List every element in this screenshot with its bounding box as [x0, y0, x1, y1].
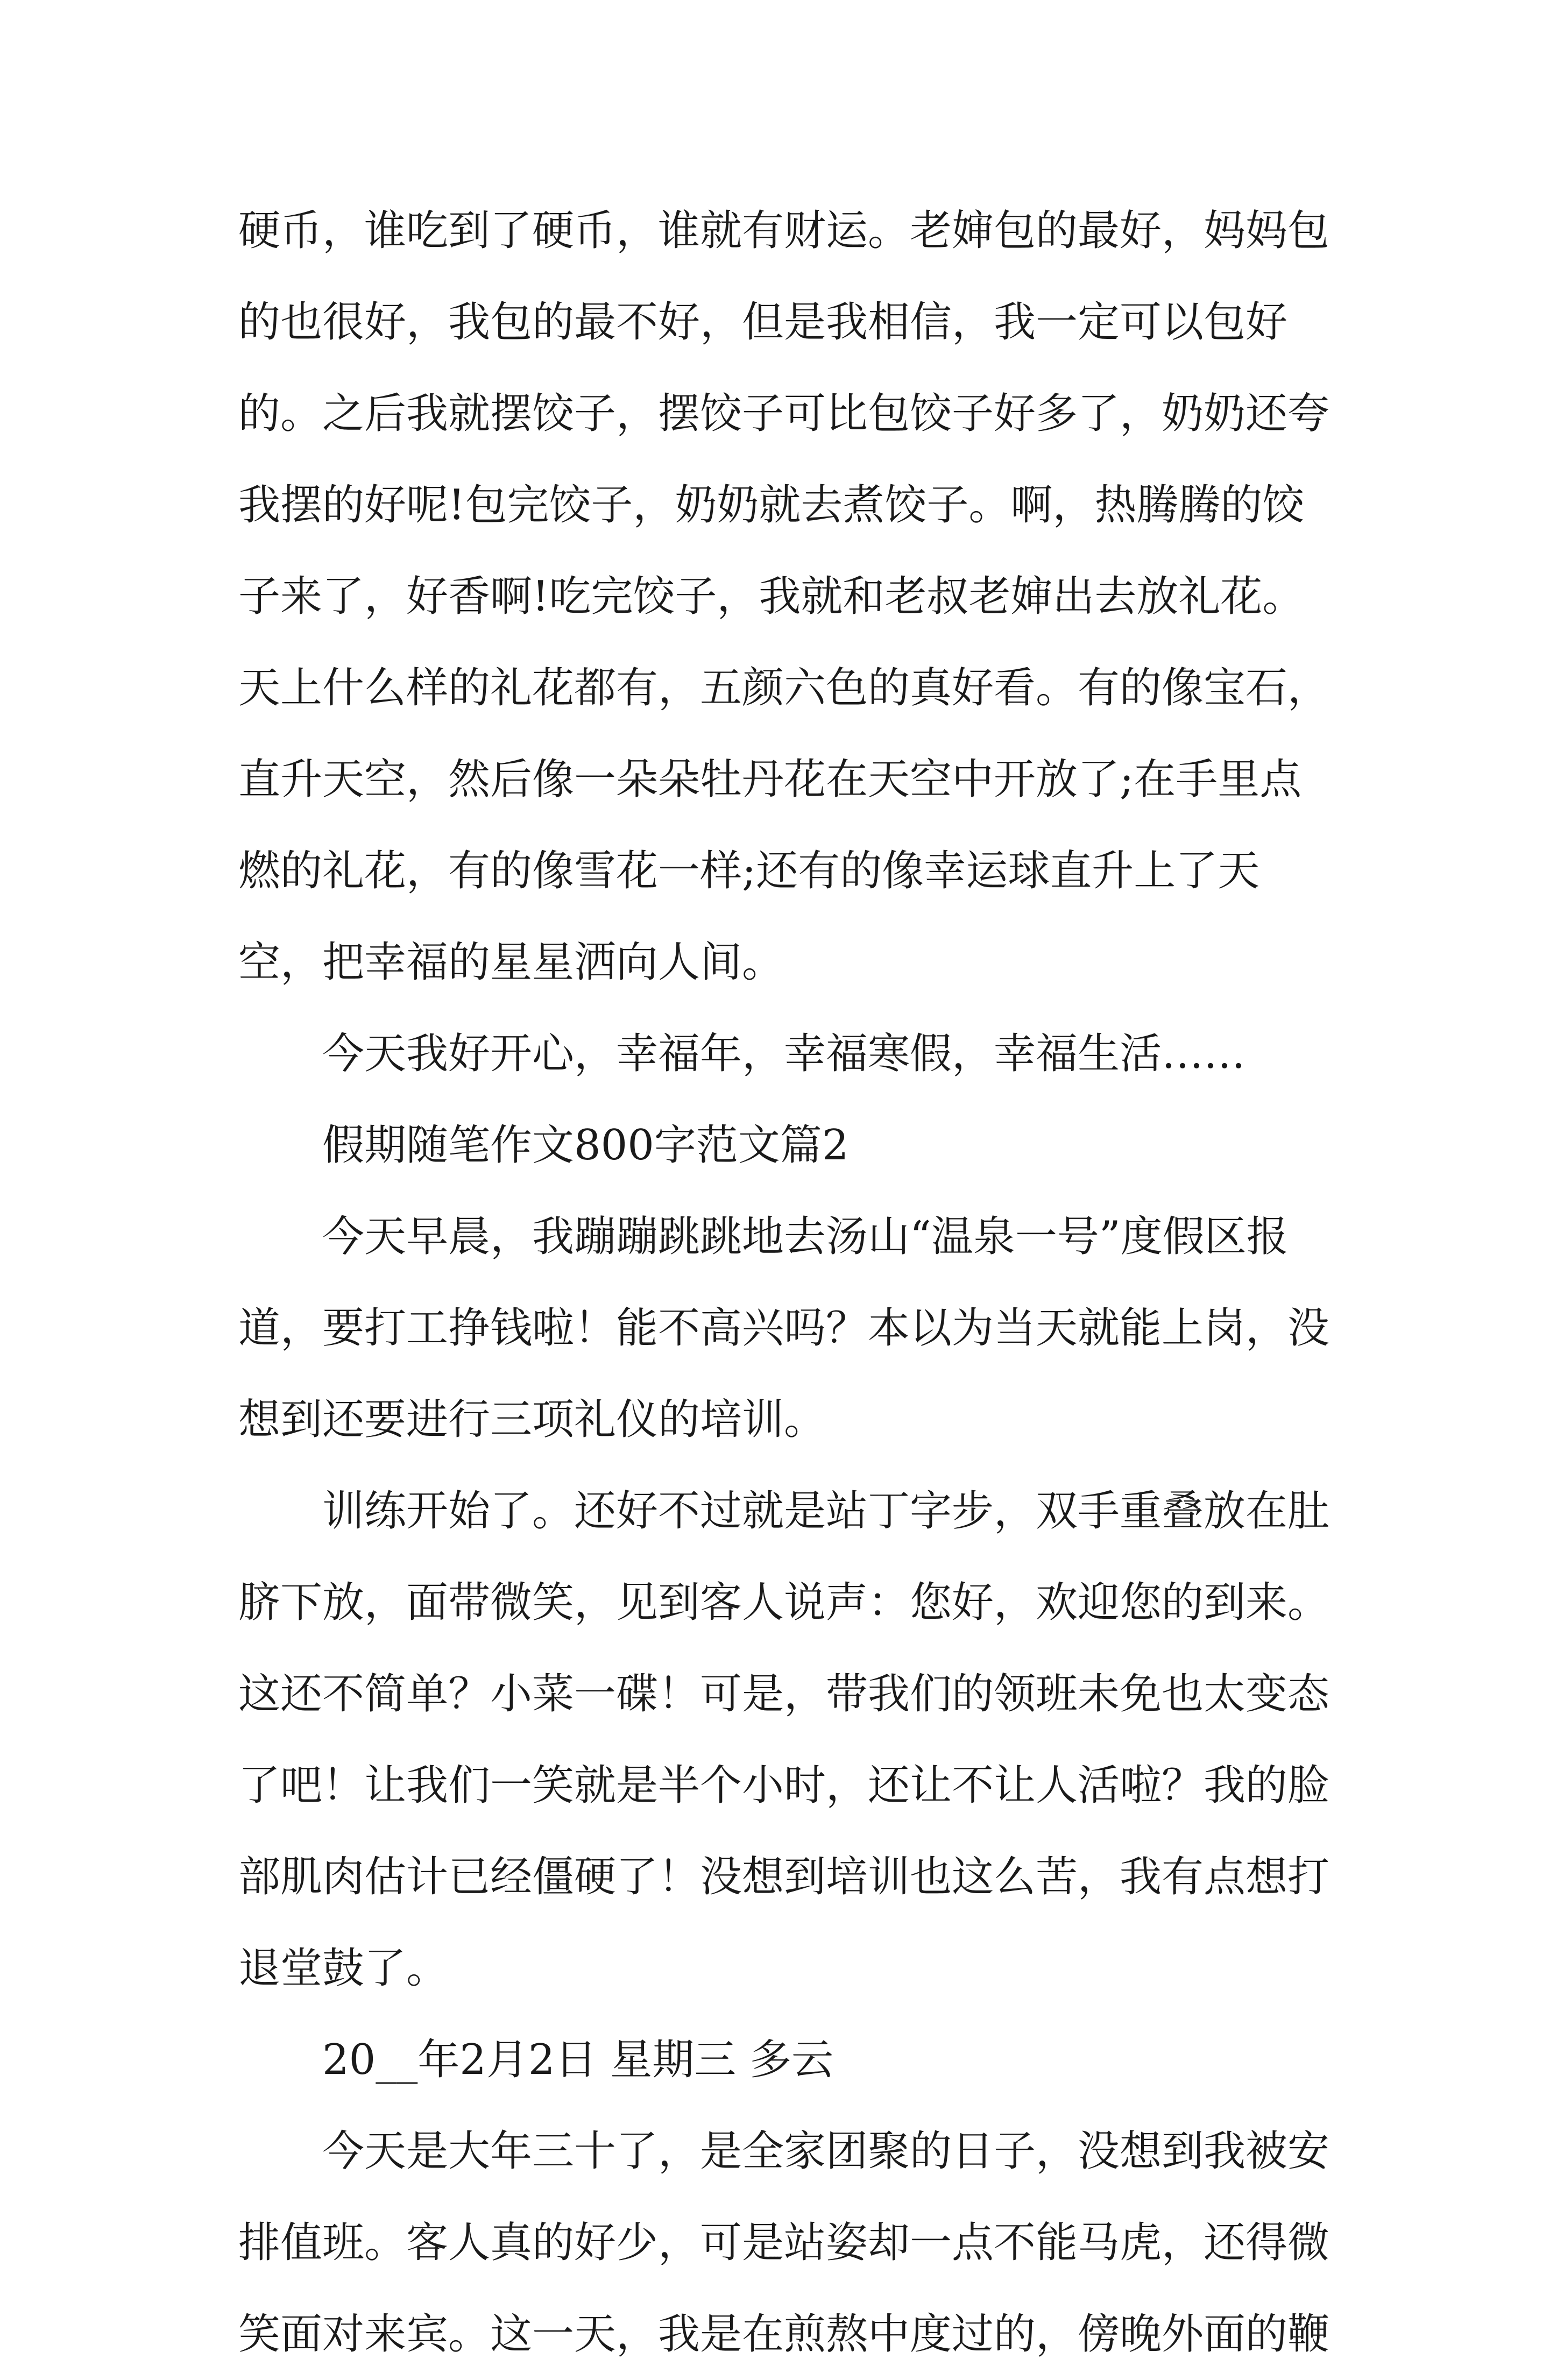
diary-date-line: 20__年2月2日 星期三 多云	[322, 2036, 834, 2084]
document-body	[238, 185, 1336, 2380]
paragraph-continued: 硬币，谁吃到了硬币，谁就有财运。老婶包的最好，妈妈包的也很好，我包的最不好，但是我相信，我一定可以包好的。之后我就摆饺子，摆饺子可比包饺子好多了，奶奶还夸我摆的好呢!包完饺子，奶奶就去煮饺子。啊，热腾腾的饺子来了，好香啊!吃完饺子，我就和老叔老婶出去放礼花。天上什么样的礼花都有，五颜六色的真好看。有的像宝石，直升天空，然后像一朵朵牡丹花在天空中开放了;在手里点燃的礼花，有的像雪花一样;还有的像幸运球直升上了天空，把幸福的星星洒向人间。	[238, 207, 1330, 987]
paragraph-new-years-eve: 今天是大年三十了，是全家团聚的日子，没想到我被安排值班。客人真的好少，可是站姿却一点不能马虎，还得微笑面对来宾。这一天，我是在煎熬中度过的，傍晚外面的鞭	[238, 2127, 1330, 2358]
paragraph-training: 训练开始了。还好不过就是站丁字步，双手重叠放在肚脐下放，面带微笑，见到客人说声：您好，欢迎您的到来。这还不简单？小菜一碟！可是，带我们的领班未免也太变态了吧！让我们一笑就是半个小时，还让不让人活啦？我的脸部肌肉估计已经僵硬了！没想到培训也这么苦，我有点想打退堂鼓了。	[238, 1487, 1330, 1993]
section-heading: 假期随笔作文800字范文篇2	[322, 1121, 849, 1170]
paragraph-happy-new-year: 今天我好开心，幸福年，幸福寒假，幸福生活……	[322, 1030, 1246, 1078]
paragraph-report-to-resort: 今天早晨，我蹦蹦跳跳地去汤山“温泉一号”度假区报道，要打工挣钱啦！能不高兴吗？本以为当天就能上岗，没想到还要进行三项礼仪的培训。	[238, 1213, 1330, 1444]
